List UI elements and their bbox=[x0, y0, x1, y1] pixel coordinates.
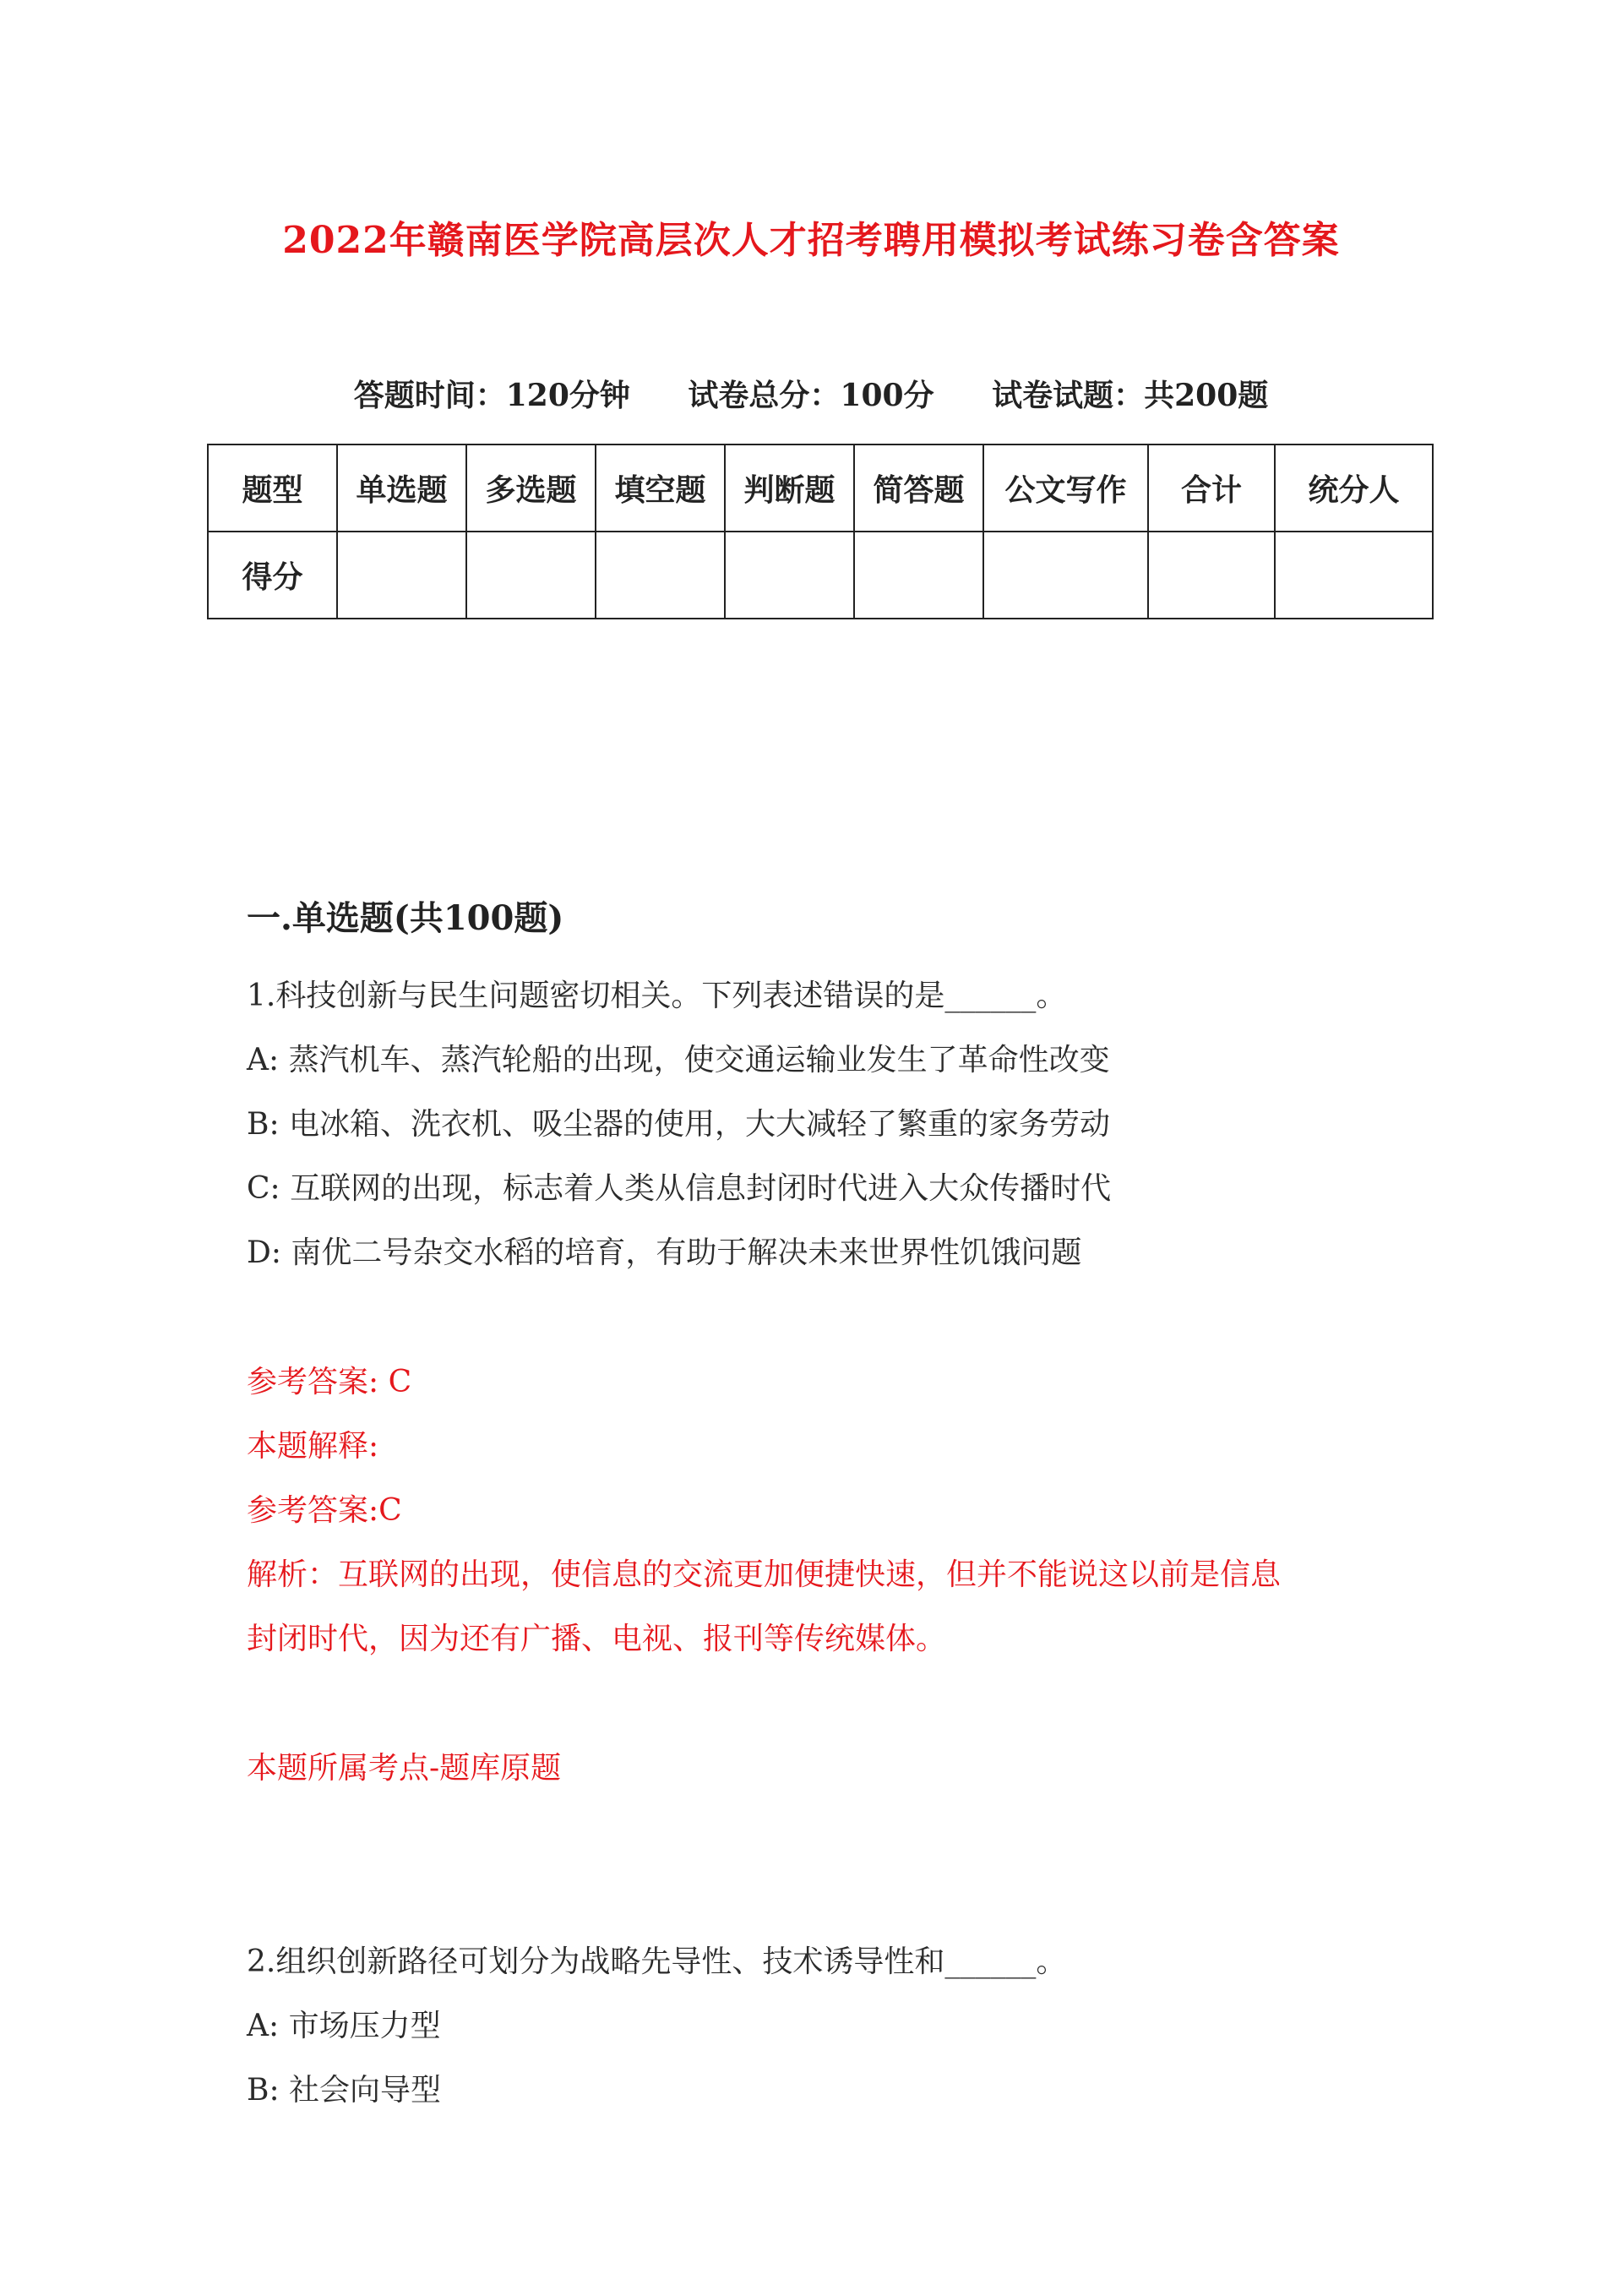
question-2-stem: 2.组织创新路径可划分为战略先导性、技术诱导性和______。 bbox=[247, 1944, 1067, 1979]
score-cell bbox=[983, 532, 1148, 619]
question-1-answer-repeat: 参考答案:C bbox=[247, 1493, 402, 1528]
score-row-label: 得分 bbox=[208, 532, 337, 619]
question-1-option-a: A: 蒸汽机车、蒸汽轮船的出现，使交通运输业发生了革命性改变 bbox=[247, 1043, 1110, 1077]
question-1-analysis-line-1: 解析：互联网的出现，使信息的交流更加便捷快速，但并不能说这以前是信息 bbox=[247, 1557, 1282, 1592]
question-1-option-c: C: 互联网的出现，标志着人类从信息封闭时代进入大众传播时代 bbox=[247, 1171, 1112, 1206]
question-1-analysis-line-2: 封闭时代，因为还有广播、电视、报刊等传统媒体。 bbox=[247, 1622, 947, 1656]
question-2-option-a: A: 市场压力型 bbox=[247, 2009, 441, 2043]
score-table-header-cell: 题型 bbox=[208, 444, 337, 532]
score-table-header-cell: 统分人 bbox=[1275, 444, 1433, 532]
question-1-knowledge-point: 本题所属考点-题库原题 bbox=[247, 1751, 562, 1786]
exam-meta bbox=[0, 372, 1622, 415]
score-table-header-cell: 合计 bbox=[1148, 444, 1275, 532]
score-table-header-cell: 判断题 bbox=[725, 444, 854, 532]
question-1-option-b: B: 电冰箱、洗衣机、吸尘器的使用，大大减轻了繁重的家务劳动 bbox=[247, 1107, 1111, 1142]
question-1-explain-label: 本题解释: bbox=[247, 1429, 379, 1464]
exam-time: 答题时间：120分钟 bbox=[353, 378, 630, 413]
score-cell bbox=[854, 532, 983, 619]
score-table-header-cell: 单选题 bbox=[337, 444, 466, 532]
question-1-option-d: D: 南优二号杂交水稻的培育，有助于解决未来世界性饥饿问题 bbox=[247, 1235, 1082, 1270]
score-cell bbox=[1148, 532, 1275, 619]
score-table-score-row bbox=[208, 532, 1433, 619]
score-table-header-cell: 简答题 bbox=[854, 444, 983, 532]
score-cell bbox=[466, 532, 596, 619]
score-table bbox=[207, 444, 1434, 619]
score-cell bbox=[337, 532, 466, 619]
score-table-header-cell: 多选题 bbox=[466, 444, 596, 532]
score-cell bbox=[596, 532, 725, 619]
exam-total-score: 试卷总分：100分 bbox=[688, 378, 934, 413]
score-cell bbox=[725, 532, 854, 619]
question-2-option-b: B: 社会向导型 bbox=[247, 2073, 442, 2108]
score-cell bbox=[1275, 532, 1433, 619]
question-1-stem: 1.科技创新与民生问题密切相关。下列表述错误的是______。 bbox=[247, 979, 1067, 1013]
score-table-header-cell: 公文写作 bbox=[983, 444, 1148, 532]
score-table-header-row bbox=[208, 444, 1433, 532]
section-title: 一.单选题(共100题) bbox=[247, 898, 564, 938]
page-title: 2022年赣南医学院高层次人才招考聘用模拟考试练习卷含答案 bbox=[282, 219, 1340, 262]
question-1-answer: 参考答案: C bbox=[247, 1365, 412, 1399]
exam-question-count: 试卷试题：共200题 bbox=[992, 378, 1269, 413]
score-table-header-cell: 填空题 bbox=[596, 444, 725, 532]
